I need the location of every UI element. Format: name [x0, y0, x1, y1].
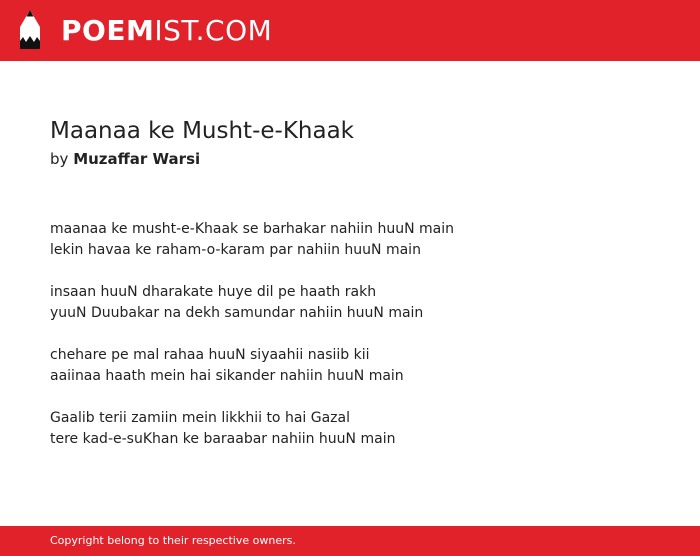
byline-label: by — [50, 150, 69, 168]
poem-body — [50, 219, 670, 471]
logo-wordmark — [61, 14, 273, 47]
logo-wordmark-light: IST.COM — [154, 14, 273, 47]
site-logo-link[interactable] — [16, 8, 276, 54]
stanza — [50, 408, 670, 450]
poem-line: aaiinaa haath mein hai sikander nahiin huuN main — [50, 368, 404, 384]
stanza — [50, 219, 670, 261]
site-header — [0, 0, 700, 61]
site-footer — [0, 526, 700, 556]
poem-line: chehare pe mal rahaa huuN siyaahii nasiib kii — [50, 347, 370, 363]
poem-byline — [50, 149, 200, 169]
author-name: Muzaffar Warsi — [73, 150, 201, 168]
logo-wordmark-strong: POEM — [61, 14, 155, 47]
poem-line: tere kad-e-suKhan ke baraabar nahiin huuN main — [50, 431, 396, 447]
poem-line: maanaa ke musht-e-Khaak se barhakar nahiin huuN main — [50, 221, 454, 237]
stanza — [50, 345, 670, 387]
poem-title: Maanaa ke Musht-e-Khaak — [50, 118, 354, 144]
poem-line: insaan huuN dharakate huye dil pe haath rakh — [50, 284, 377, 300]
poem-line: lekin havaa ke raham-o-karam par nahiin huuN main — [50, 242, 421, 258]
stanza — [50, 282, 670, 324]
copyright-text: Copyright belong to their respective owners. — [50, 534, 296, 547]
poem-line: yuuN Duubakar na dekh samundar nahiin huuN main — [50, 305, 424, 321]
poem-line: Gaalib terii zamiin mein likkhii to hai Gazal — [50, 410, 350, 426]
pencil-logo-icon — [16, 9, 44, 53]
